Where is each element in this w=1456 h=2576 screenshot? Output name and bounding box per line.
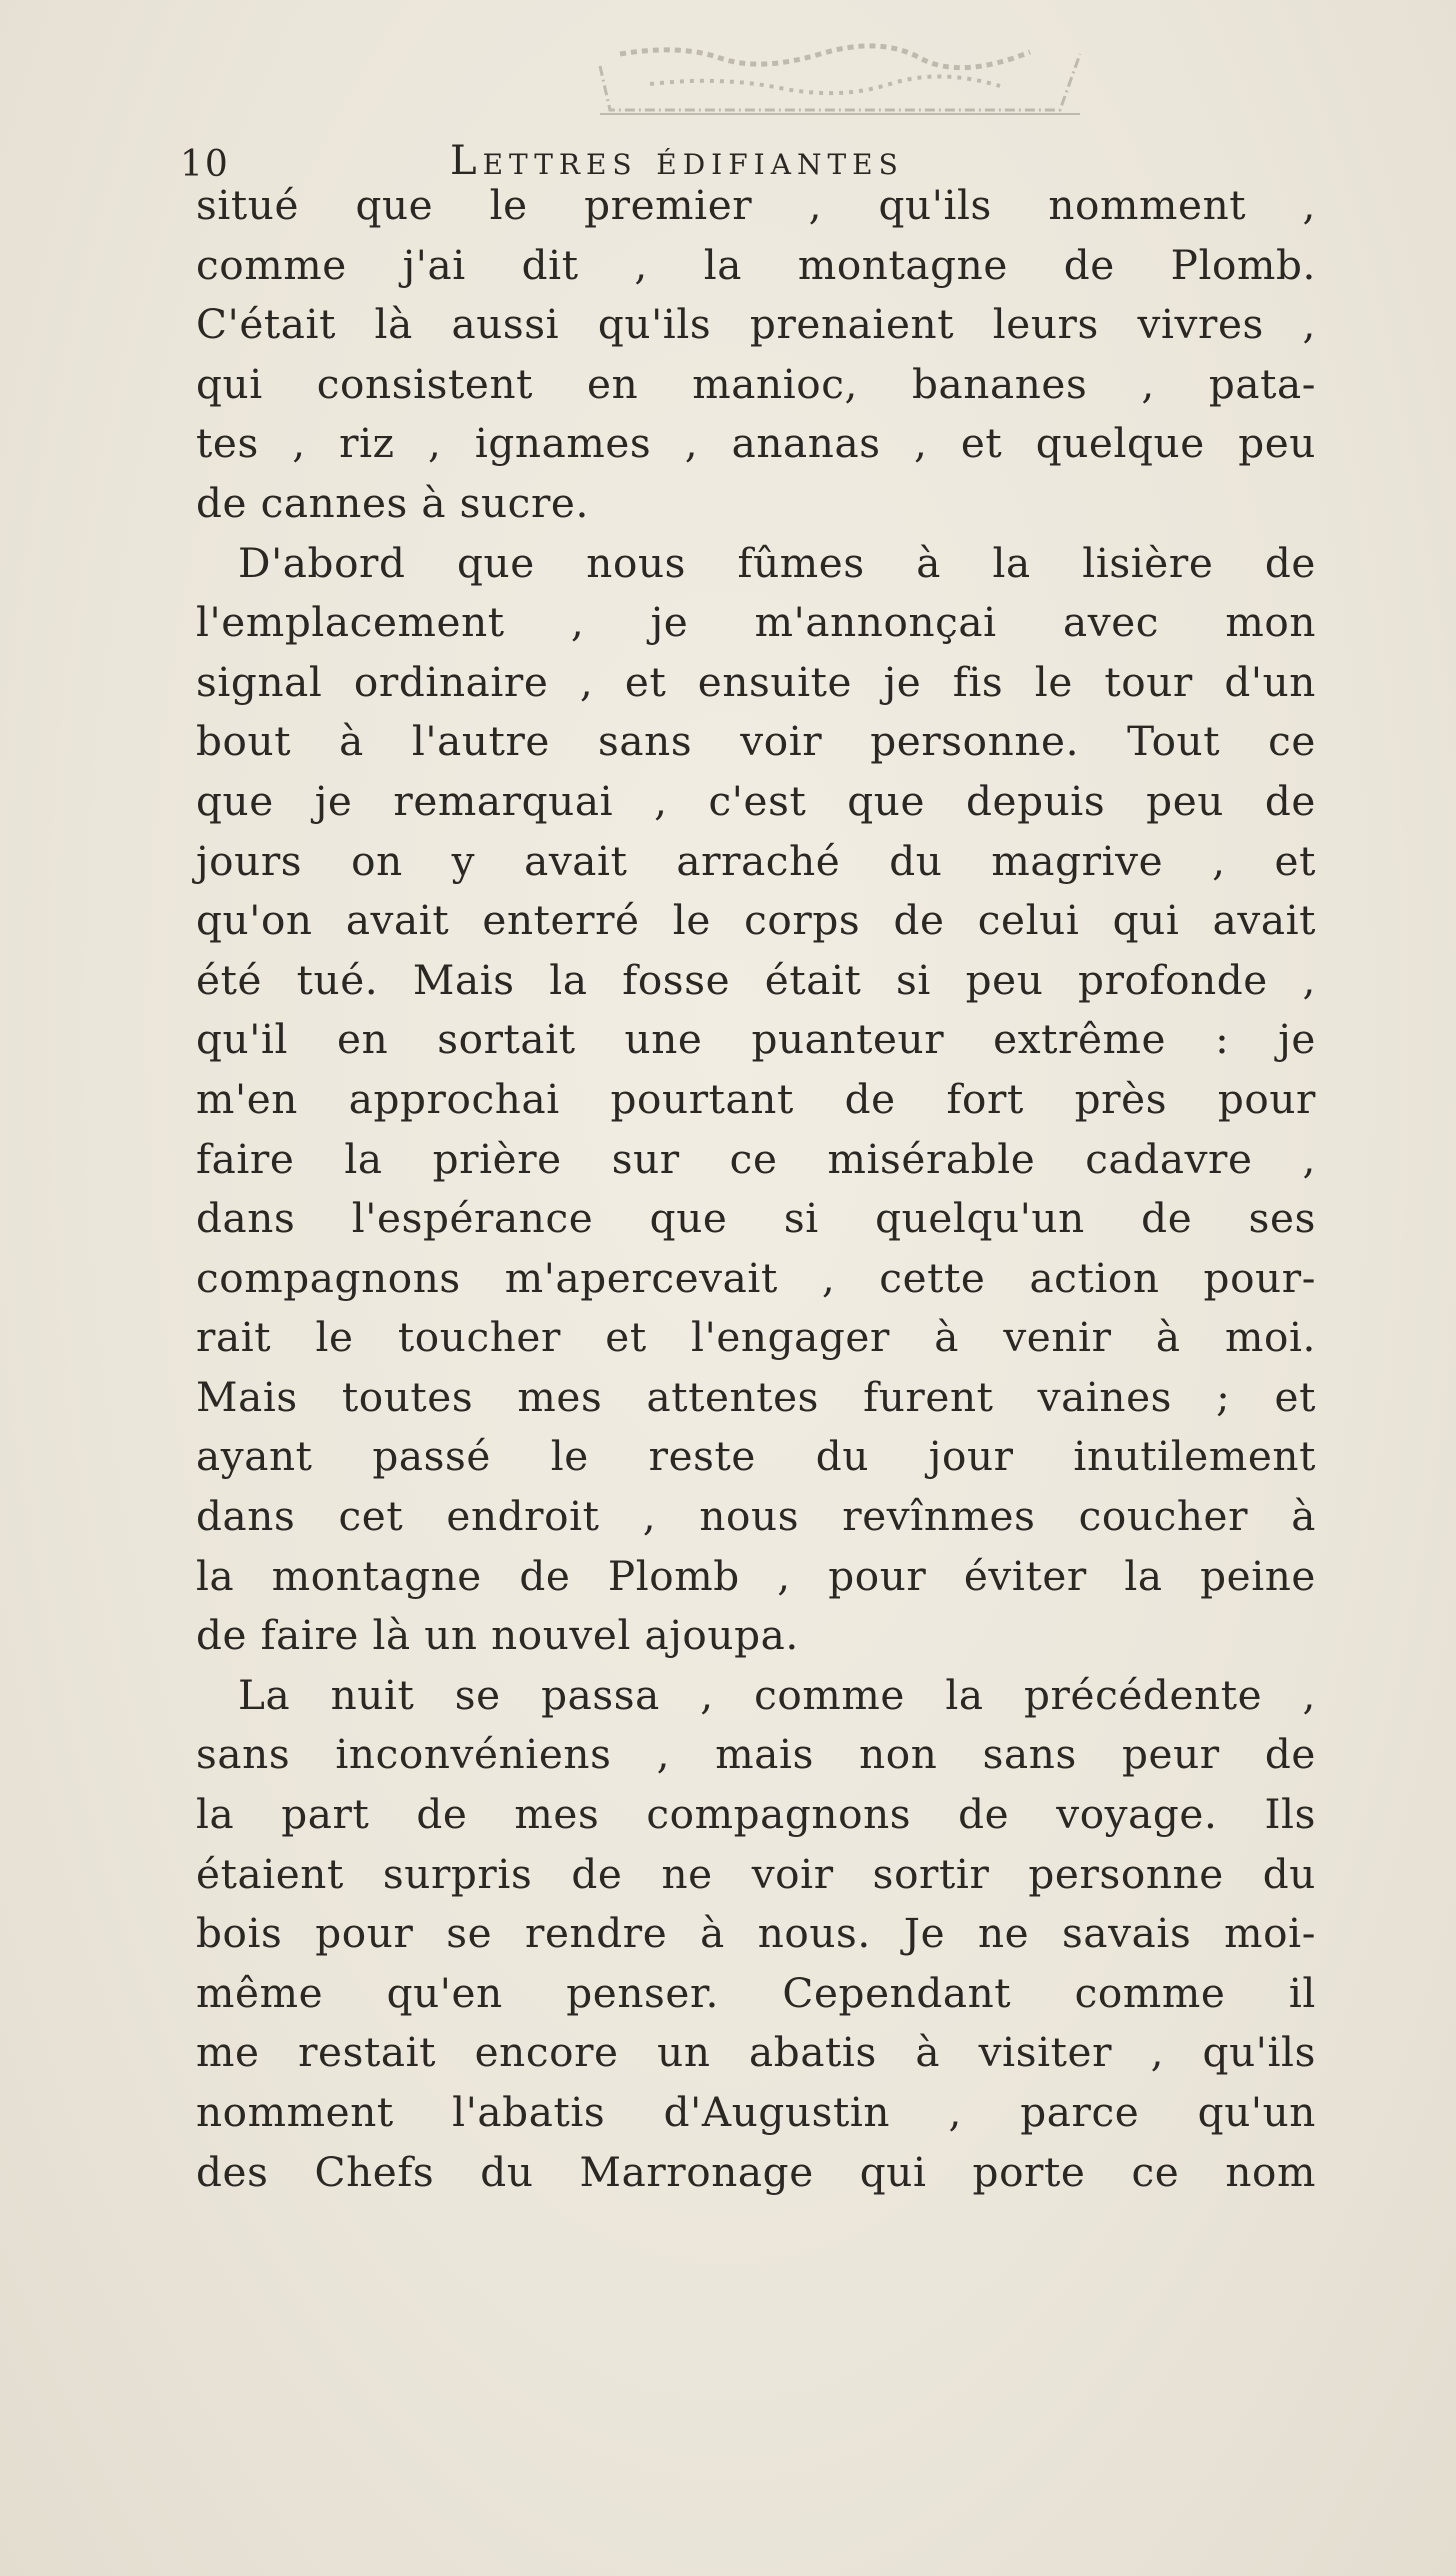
text-line: rait le toucher et l'engager à venir à moi. [196,1313,1316,1362]
page-number: 10 [180,144,230,185]
text-line: bois pour se rendre à nous. Je ne savais moi- [196,1909,1316,1958]
paragraph-start-line: D'abord que nous fûmes à la lisière de [238,538,1316,587]
text-line: même qu'en penser. Cependant comme il [196,1968,1316,2017]
text-line: été tué. Mais la fosse était si peu profonde , [196,955,1316,1004]
text-line: qu'on avait enterré le corps de celui qui avait [196,896,1316,945]
text-line: l'emplacement , je m'annonçai avec mon [196,598,1316,647]
text-line: la montagne de Plomb , pour éviter la peine [196,1551,1316,1600]
text-line: que je remarquai , c'est que depuis peu de [196,776,1316,825]
text-line: jours on y avait arraché du magrive , et [196,836,1316,885]
text-line: qui consistent en manioc, bananes , pata- [196,359,1316,408]
text-line: ayant passé le reste du jour inutilement [196,1432,1316,1481]
text-line: bout à l'autre sans voir personne. Tout ce [196,717,1316,766]
text-line: dans cet endroit , nous revînmes coucher à [196,1492,1316,1541]
text-line: me restait encore un abatis à visiter , qu'ils [196,2028,1316,2077]
body-text [196,176,1316,2202]
text-line: étaient surpris de ne voir sortir personne du [196,1849,1316,1898]
text-line: compagnons m'apercevait , cette action pour- [196,1253,1316,1302]
text-line: tes , riz , ignames , ananas , et quelque peu [196,419,1316,468]
running-title: Lettres édifiantes [450,138,904,184]
text-line: situé que le premier , qu'ils nomment , [196,181,1316,229]
text-line: Mais toutes mes attentes furent vaines ; et [196,1372,1316,1421]
text-line: la part de mes compagnons de voyage. Ils [196,1790,1316,1839]
text-line: sans inconvéniens , mais non sans peur de [196,1730,1316,1779]
text-line: de faire là un nouvel ajoupa. [196,1611,799,1660]
text-line: comme j'ai dit , la montagne de Plomb. [196,240,1316,289]
text-line: nomment l'abatis d'Augustin , parce qu'un [196,2088,1316,2136]
text-line: signal ordinaire , et ensuite je fis le tour d'un [196,657,1316,706]
text-line: de cannes à sucre. [196,478,589,527]
text-line: des Chefs du Marronage qui porte ce nom [196,2147,1316,2196]
library-stamp-icon [560,14,1100,124]
text-line: m'en approchai pourtant de fort près pour [196,1074,1316,1123]
text-line: qu'il en sortait une puanteur extrême : je [196,1015,1316,1064]
text-line: dans l'espérance que si quelqu'un de ses [196,1194,1316,1243]
text-line: faire la prière sur ce misérable cadavre , [196,1134,1316,1183]
paragraph-start-line: La nuit se passa , comme la précédente , [238,1670,1316,1719]
text-line: C'était là aussi qu'ils prenaient leurs vivres , [196,300,1316,349]
